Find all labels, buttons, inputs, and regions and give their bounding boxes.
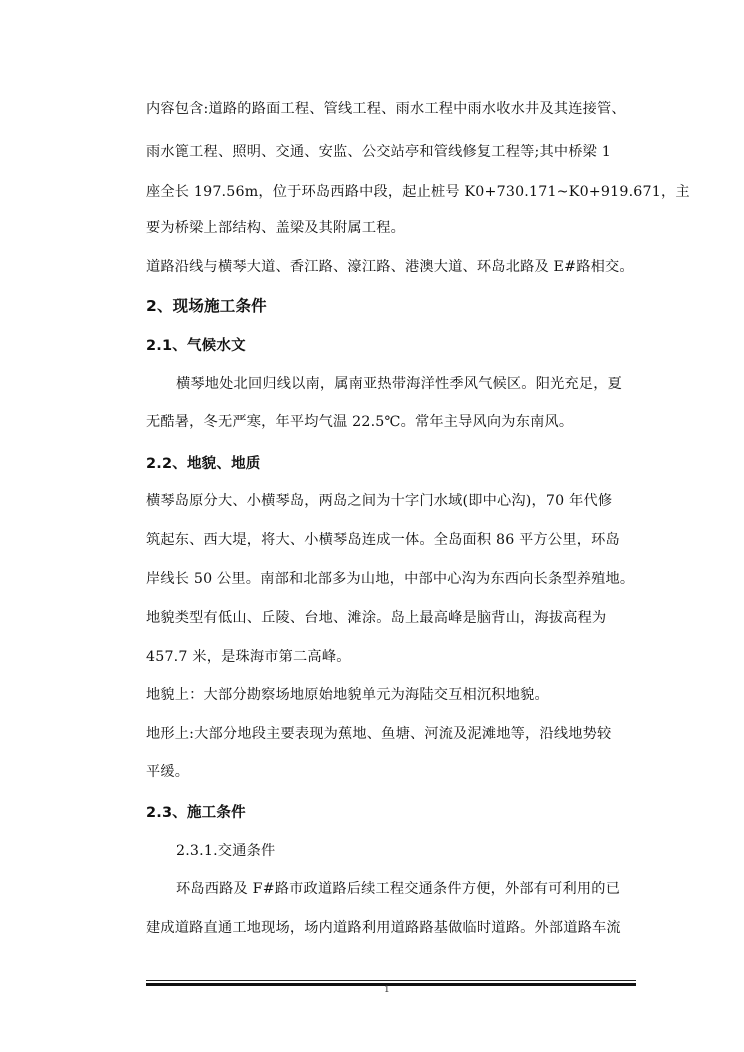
footer-rule — [146, 980, 636, 981]
body-text-line: 要为桥梁上部结构、盖梁及其附属工程。 — [146, 220, 405, 236]
page-number: 1 — [384, 985, 390, 995]
body-text-line: 筑起东、西大堤，将大、小横琴岛连成一体。全岛面积 86 平方公里，环岛 — [146, 532, 620, 548]
footer-rule-thick — [146, 983, 636, 986]
subsection-heading: 2.3、施工条件 — [146, 805, 246, 821]
body-text-line: 457.7 米，是珠海市第二高峰。 — [146, 649, 351, 665]
subsubsection-heading: 2.3.1.交通条件 — [176, 843, 276, 859]
body-text-line: 横琴岛原分大、小横琴岛，两岛之间为十字门水域(即中心沟)，70 年代修 — [146, 493, 613, 509]
body-text-line: 内容包含:道路的路面工程、管线工程、雨水工程中雨水收水井及其连接管、 — [146, 101, 626, 117]
body-text-line: 座全长 197.56m，位于环岛西路中段，起止桩号 K0+730.171~K0+919.671，主 — [146, 184, 690, 200]
body-text-line: 道路沿线与横琴大道、香江路、濠江路、港澳大道、环岛北路及 E#路相交。 — [146, 259, 634, 275]
body-text-line: 无酷暑，冬无严寒，年平均气温 22.5℃。常年主导风向为东南风。 — [146, 414, 574, 430]
body-text-line: 雨水篦工程、照明、交通、安监、公交站亭和管线修复工程等;其中桥梁 1 — [146, 144, 611, 160]
subsection-heading: 2.1、气候水文 — [146, 338, 246, 354]
body-text-line: 环岛西路及 F#路市政道路后续工程交通条件方便，外部有可利用的已 — [176, 881, 621, 897]
section-heading: 2、现场施工条件 — [146, 297, 267, 315]
body-text-line: 地貌类型有低山、丘陵、台地、滩涂。岛上最高峰是脑背山，海拔高程为 — [146, 610, 607, 626]
body-text-line: 岸线长 50 公里。南部和北部多为山地，中部中心沟为东西向长条型养殖地。 — [146, 571, 635, 587]
body-text-line: 平缓。 — [146, 764, 190, 780]
body-text-line: 横琴地处北回归线以南，属南亚热带海洋性季风气候区。阳光充足，夏 — [176, 376, 623, 392]
subsection-heading: 2.2、地貌、地质 — [146, 456, 261, 472]
body-text-line: 建成道路直通工地现场，场内道路利用道路路基做临时道路。外部道路车流 — [146, 920, 621, 936]
body-text-line: 地形上:大部分地段主要表现为蕉地、鱼塘、河流及泥滩地等，沿线地势较 — [146, 726, 612, 742]
body-text-line: 地貌上：大部分勘察场地原始地貌单元为海陆交互相沉积地貌。 — [146, 687, 549, 703]
